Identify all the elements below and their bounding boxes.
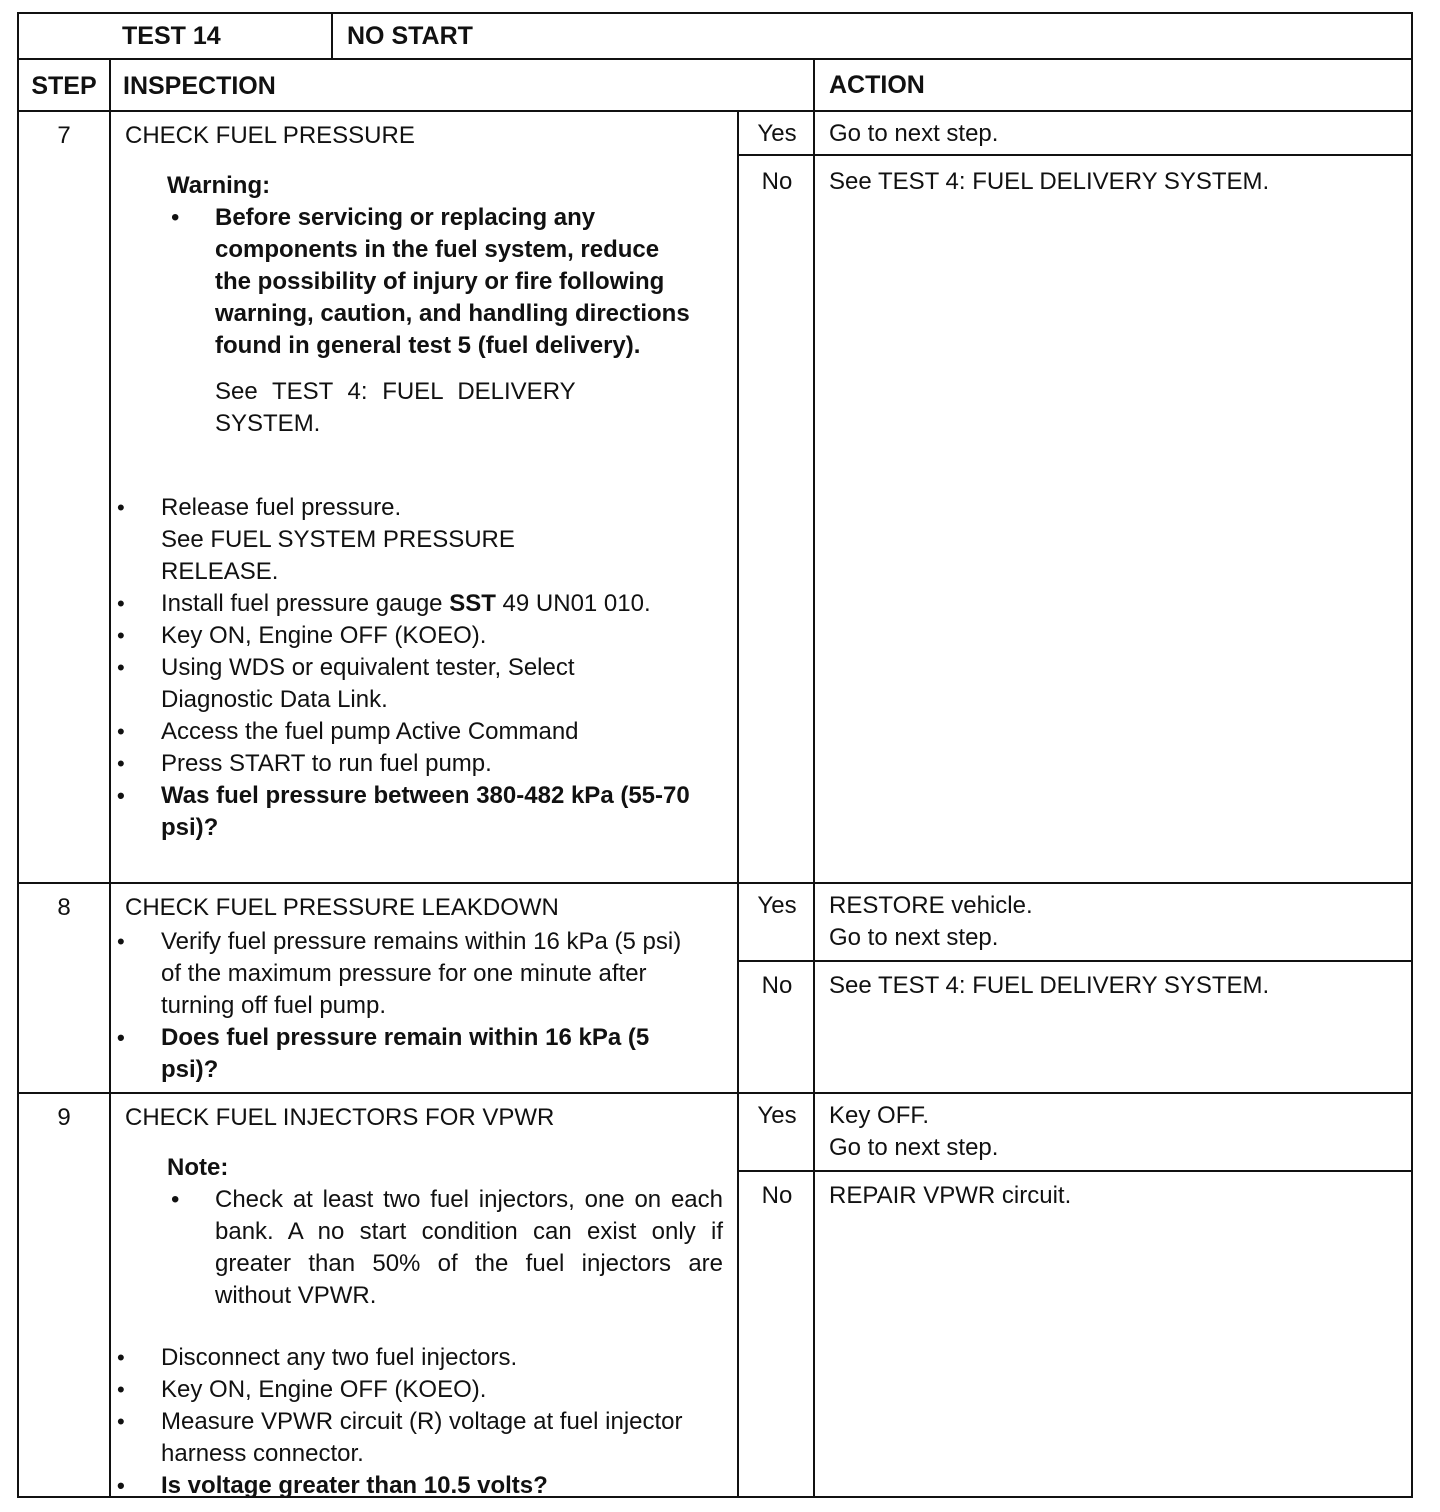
yes-no-divider [737,154,1411,156]
list-item: • Using WDS or equivalent tester, Select Diagnostic Data Link. [111,652,691,716]
list-item: • Release fuel pressure. See FUEL SYSTEM PRESSURE RELEASE. [111,492,691,588]
step-9-actions [813,1094,1411,1496]
step-7-bullets [111,492,691,844]
no-label: No [761,1182,793,1209]
no-action: See TEST 4: FUEL DELIVERY SYSTEM. [829,972,1270,999]
list-item: • Key ON, Engine OFF (KOEO). [111,620,691,652]
list-item-question: • Does fuel pressure remain within 16 kPa (5 psi)? [111,1022,691,1086]
bullet-icon: • [171,1186,180,1213]
step-7-row [19,112,1411,884]
list-item: • Verify fuel pressure remains within 16 kPa (5 psi) of the maximum pressure for one minute after turning off fuel pump. [111,926,691,1022]
warning-text: Before servicing or replacing any components in the fuel system, reduce the possibility of injury or fire following warning, caution, and handling directions found in general test 5 (fuel delivery). [215,204,690,359]
yes-action-2: Go to next step. [829,1134,999,1161]
step-number: 8 [57,894,71,921]
list-item: • Key ON, Engine OFF (KOEO). [111,1374,691,1406]
yes-no-divider [737,960,1411,962]
yes-action-2: Go to next step. [829,924,999,951]
col-action-header: ACTION [813,60,1411,110]
no-label: No [761,168,793,195]
step-8-inspection [109,884,737,1092]
yes-label: Yes [757,892,797,919]
no-label: No [761,972,793,999]
note-item [167,1184,723,1312]
yes-action-1: RESTORE vehicle. [829,892,1033,919]
no-action: See TEST 4: FUEL DELIVERY SYSTEM. [829,168,1270,195]
step-7-yes-no [737,112,813,882]
yes-action-1: Key OFF. [829,1102,930,1129]
warning-item [167,202,697,362]
step-9-bullets [111,1342,691,1502]
step-8-yes-no [737,884,813,1092]
test-14-table [17,12,1413,1498]
step-title: CHECK FUEL INJECTORS FOR VPWR [125,1104,555,1131]
title-row [19,14,1411,60]
warning-see: See TEST 4: FUEL DELIVERY SYSTEM. [215,378,576,437]
yes-label: Yes [757,1102,797,1129]
step-7-inspection [109,112,737,882]
step-number: 7 [57,122,71,149]
yes-no-divider [737,1170,1411,1172]
list-item: • Press START to run fuel pump. [111,748,691,780]
note-block [167,1152,723,1312]
test-name: NO START [331,14,1411,58]
step-title: CHECK FUEL PRESSURE [125,122,415,149]
bullet-icon: • [171,204,180,231]
col-step-header: STEP [31,72,97,100]
step-9-inspection [109,1094,737,1499]
step-8-bullets [111,926,691,1086]
yes-action: Go to next step. [829,120,999,147]
col-inspection-header: INSPECTION [109,60,815,110]
warning-block [167,170,697,440]
step-9-yes-no [737,1094,813,1496]
step-8-actions [813,884,1411,1092]
list-item: • Install fuel pressure gauge SST 49 UN01 010. [111,588,691,620]
yes-label: Yes [757,120,797,147]
list-item: • Access the fuel pump Active Command [111,716,691,748]
note-label: Note: [167,1154,229,1181]
step-9-row [19,1094,1411,1499]
step-8-row [19,884,1411,1094]
list-item-question: • Was fuel pressure between 380-482 kPa (55-70 psi)? [111,780,691,844]
step-number: 9 [57,1104,71,1131]
step-title: CHECK FUEL PRESSURE LEAKDOWN [125,894,559,921]
warning-label: Warning: [167,172,271,199]
list-item-question: • Is voltage greater than 10.5 volts? [111,1470,691,1502]
list-item: • Measure VPWR circuit (R) voltage at fuel injector harness connector. [111,1406,691,1470]
column-header-row [19,60,1411,112]
no-action: REPAIR VPWR circuit. [829,1182,1072,1209]
step-7-actions [813,112,1411,882]
note-text: Check at least two fuel injectors, one on each bank. A no start condition can exist only if greater than 50% of the fuel injectors are without VPWR. [215,1186,723,1309]
test-label: TEST 14 [122,22,221,50]
list-item: • Disconnect any two fuel injectors. [111,1342,691,1374]
